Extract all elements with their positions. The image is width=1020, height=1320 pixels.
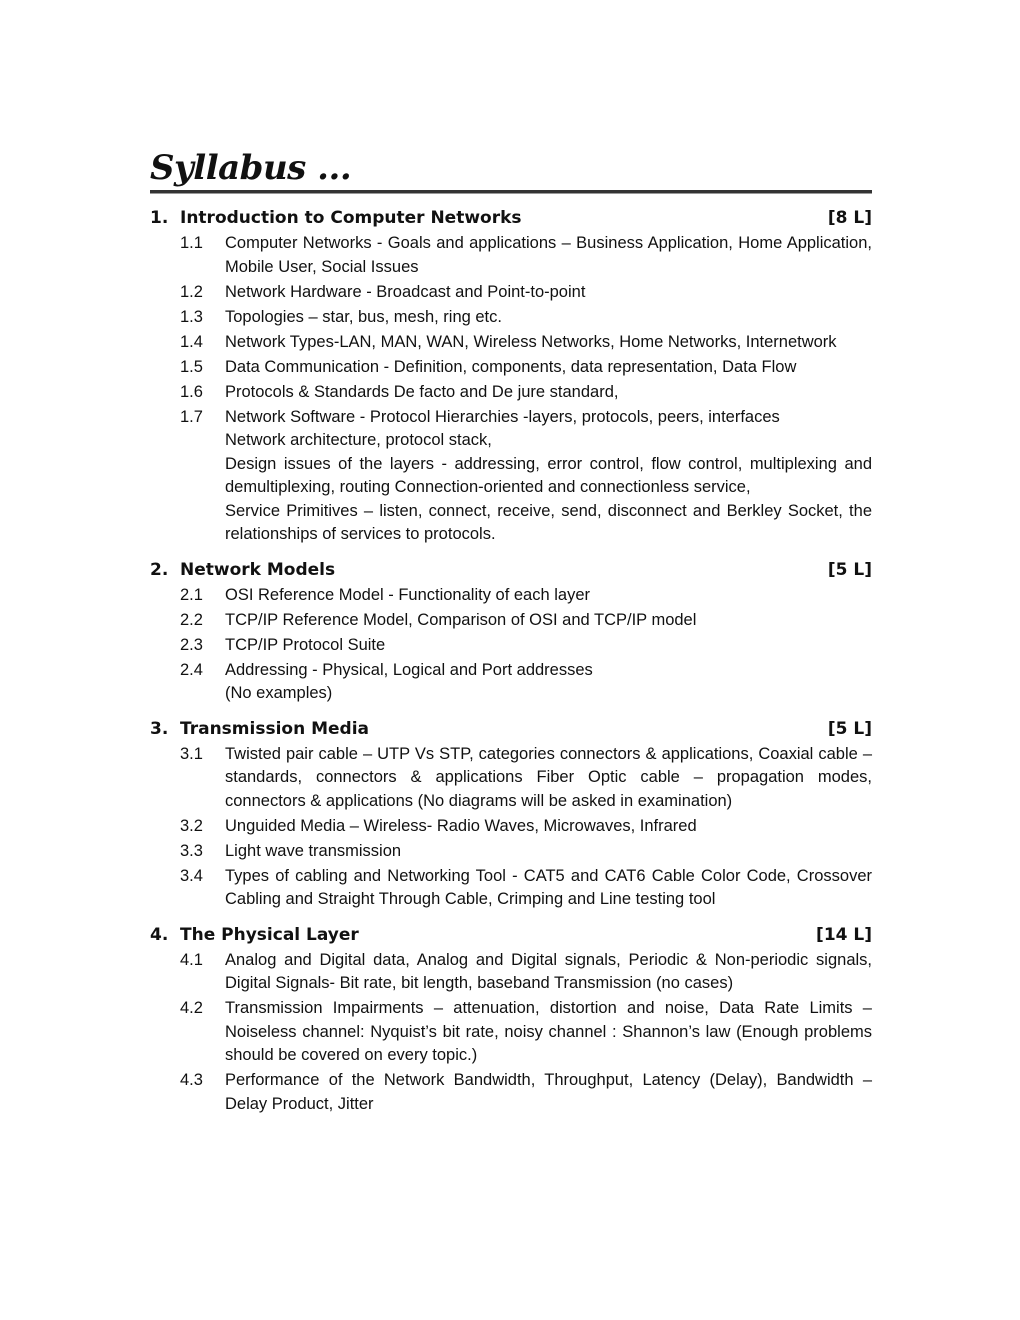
topic-text: Protocols & Standards De facto and De jure standard, xyxy=(225,382,619,401)
topic-number: 2.1 xyxy=(180,585,203,604)
syllabus-topic xyxy=(150,356,872,380)
topic-number: 4.3 xyxy=(180,1071,203,1089)
topic-number: 3.3 xyxy=(180,841,203,860)
topic-text: Computer Networks - Goals and applications – Business Application, Home Application, Mobile User, Social Issues xyxy=(225,234,872,276)
section-heading xyxy=(150,558,872,582)
section-number: 3. xyxy=(150,718,169,739)
topic-text: TCP/IP Protocol Suite xyxy=(225,635,386,654)
topic-text: Network Hardware - Broadcast and Point-to-point xyxy=(225,282,586,301)
syllabus-topic xyxy=(150,634,872,658)
topic-number: 2.4 xyxy=(180,660,203,679)
topic-number: 1.5 xyxy=(180,357,203,376)
syllabus-topic xyxy=(150,584,872,608)
topic-description xyxy=(225,609,872,633)
topic-text: TCP/IP Reference Model, Comparison of OSI and TCP/IP model xyxy=(225,610,697,629)
syllabus-topic xyxy=(150,331,872,355)
section-title: Introduction to Computer Networks xyxy=(180,208,522,228)
page-title: Syllabus ... xyxy=(150,148,352,188)
topic-description xyxy=(225,865,872,912)
topic-description xyxy=(225,406,872,547)
syllabus-section xyxy=(150,558,872,706)
topic-description xyxy=(225,743,872,814)
topic-description xyxy=(225,356,872,380)
topic-text: Network Software - Protocol Hierarchies -layers, protocols, peers, interfaces xyxy=(225,407,780,426)
syllabus-topic xyxy=(150,406,872,547)
title-divider xyxy=(150,190,872,194)
topic-text: Addressing - Physical, Logical and Port addresses xyxy=(225,660,593,679)
syllabus-topic xyxy=(150,1069,872,1116)
topic-number: 2.2 xyxy=(180,610,203,629)
topic-text: Data Communication - Definition, components, data representation, Data Flow xyxy=(225,357,797,376)
section-title: The Physical Layer xyxy=(180,924,359,945)
topic-description xyxy=(225,815,872,839)
topic-number: 1.2 xyxy=(180,282,203,301)
topic-number: 3.2 xyxy=(180,816,203,835)
syllabus-topic xyxy=(150,997,872,1068)
sections-container xyxy=(150,206,872,1116)
syllabus-section xyxy=(150,717,872,912)
syllabus-topic xyxy=(150,840,872,864)
syllabus-topic xyxy=(150,232,872,279)
section-lecture-hours: [5 L] xyxy=(827,718,872,739)
syllabus-topic xyxy=(150,865,872,912)
topic-description xyxy=(225,840,872,864)
topic-number: 3.4 xyxy=(180,866,203,885)
topic-text: Network Types-LAN, MAN, WAN, Wireless Networks, Home Networks, Internetwork xyxy=(225,332,837,351)
section-heading xyxy=(150,923,872,947)
topic-text: Types of cabling and Networking Tool - CAT5 and CAT6 Cable Color Code, Crossover Cabling and Straight Through Cable, Crimping and Line testing tool xyxy=(225,866,872,908)
section-number: 2. xyxy=(150,559,169,580)
syllabus-section xyxy=(150,206,872,547)
topic-number: 4.2 xyxy=(180,999,203,1017)
topic-text: Unguided Media – Wireless- Radio Waves, Microwaves, Infrared xyxy=(225,816,697,835)
topic-text: (No examples) xyxy=(225,684,333,702)
syllabus-topic xyxy=(150,306,872,330)
topic-number: 3.1 xyxy=(180,744,203,763)
topic-description xyxy=(225,232,872,279)
topic-description xyxy=(225,997,872,1068)
topic-text: Twisted pair cable – UTP Vs STP, categories connectors & applications, Coaxial cable – standards, connectors & applications Fiber Optic cable – propagation modes, connectors & applications (No diagrams will be asked in examination) xyxy=(225,744,872,810)
syllabus-topic xyxy=(150,609,872,633)
topic-description xyxy=(225,331,872,355)
topic-description xyxy=(225,659,872,706)
topic-description xyxy=(225,306,872,330)
section-lecture-hours: [8 L] xyxy=(827,208,872,228)
topic-description xyxy=(225,634,872,658)
syllabus-section xyxy=(150,923,872,1117)
topic-description xyxy=(225,584,872,608)
topic-number: 4.1 xyxy=(180,950,203,969)
section-number: 4. xyxy=(150,924,169,945)
topic-number: 1.1 xyxy=(180,234,203,252)
syllabus-topic xyxy=(150,281,872,305)
topic-number: 1.3 xyxy=(180,307,203,326)
syllabus-topic xyxy=(150,949,872,996)
section-lecture-hours: [5 L] xyxy=(827,559,872,580)
topic-text: Light wave transmission xyxy=(225,841,402,860)
section-heading xyxy=(150,717,872,741)
section-title: Transmission Media xyxy=(180,718,370,739)
topic-description xyxy=(225,949,872,996)
topic-text: Analog and Digital data, Analog and Digital signals, Periodic & Non-periodic signals, Digital Signals- Bit rate, bit length, baseband Transmission (no cases) xyxy=(225,950,872,992)
syllabus-topic xyxy=(150,743,872,814)
topic-text: Transmission Impairments – attenuation, distortion and noise, Data Rate Limits – Noiseless channel: Nyquist’s bit rate, noisy channel : Shannon’s law (Enough problems should be covered on every topic.) xyxy=(225,999,872,1064)
topic-number: 2.3 xyxy=(180,635,203,654)
section-heading xyxy=(150,206,872,230)
section-title: Network Models xyxy=(180,559,336,580)
topic-number: 1.4 xyxy=(180,332,203,351)
topic-text: Topologies – star, bus, mesh, ring etc. xyxy=(225,307,502,326)
topic-text: Network architecture, protocol stack, xyxy=(225,431,492,449)
syllabus-page xyxy=(150,148,872,1127)
topic-description xyxy=(225,381,872,405)
topic-text: Performance of the Network Bandwidth, Throughput, Latency (Delay), Bandwidth – Delay Product, Jitter xyxy=(225,1071,872,1113)
topic-text: Design issues of the layers - addressing, error control, flow control, multiplexing and demultiplexing, routing Connection-oriented and connectionless service, xyxy=(225,454,872,496)
section-number: 1. xyxy=(150,208,169,228)
topic-text: Service Primitives – listen, connect, receive, send, disconnect and Berkley Socket, the relationships of services to protocols. xyxy=(225,501,872,543)
syllabus-topic xyxy=(150,659,872,706)
topic-number: 1.7 xyxy=(180,407,203,426)
topic-description xyxy=(225,1069,872,1116)
topic-text: OSI Reference Model - Functionality of each layer xyxy=(225,585,591,604)
topic-description xyxy=(225,281,872,305)
section-lecture-hours: [14 L] xyxy=(816,924,872,945)
syllabus-topic xyxy=(150,381,872,405)
topic-number: 1.6 xyxy=(180,382,203,401)
syllabus-topic xyxy=(150,815,872,839)
